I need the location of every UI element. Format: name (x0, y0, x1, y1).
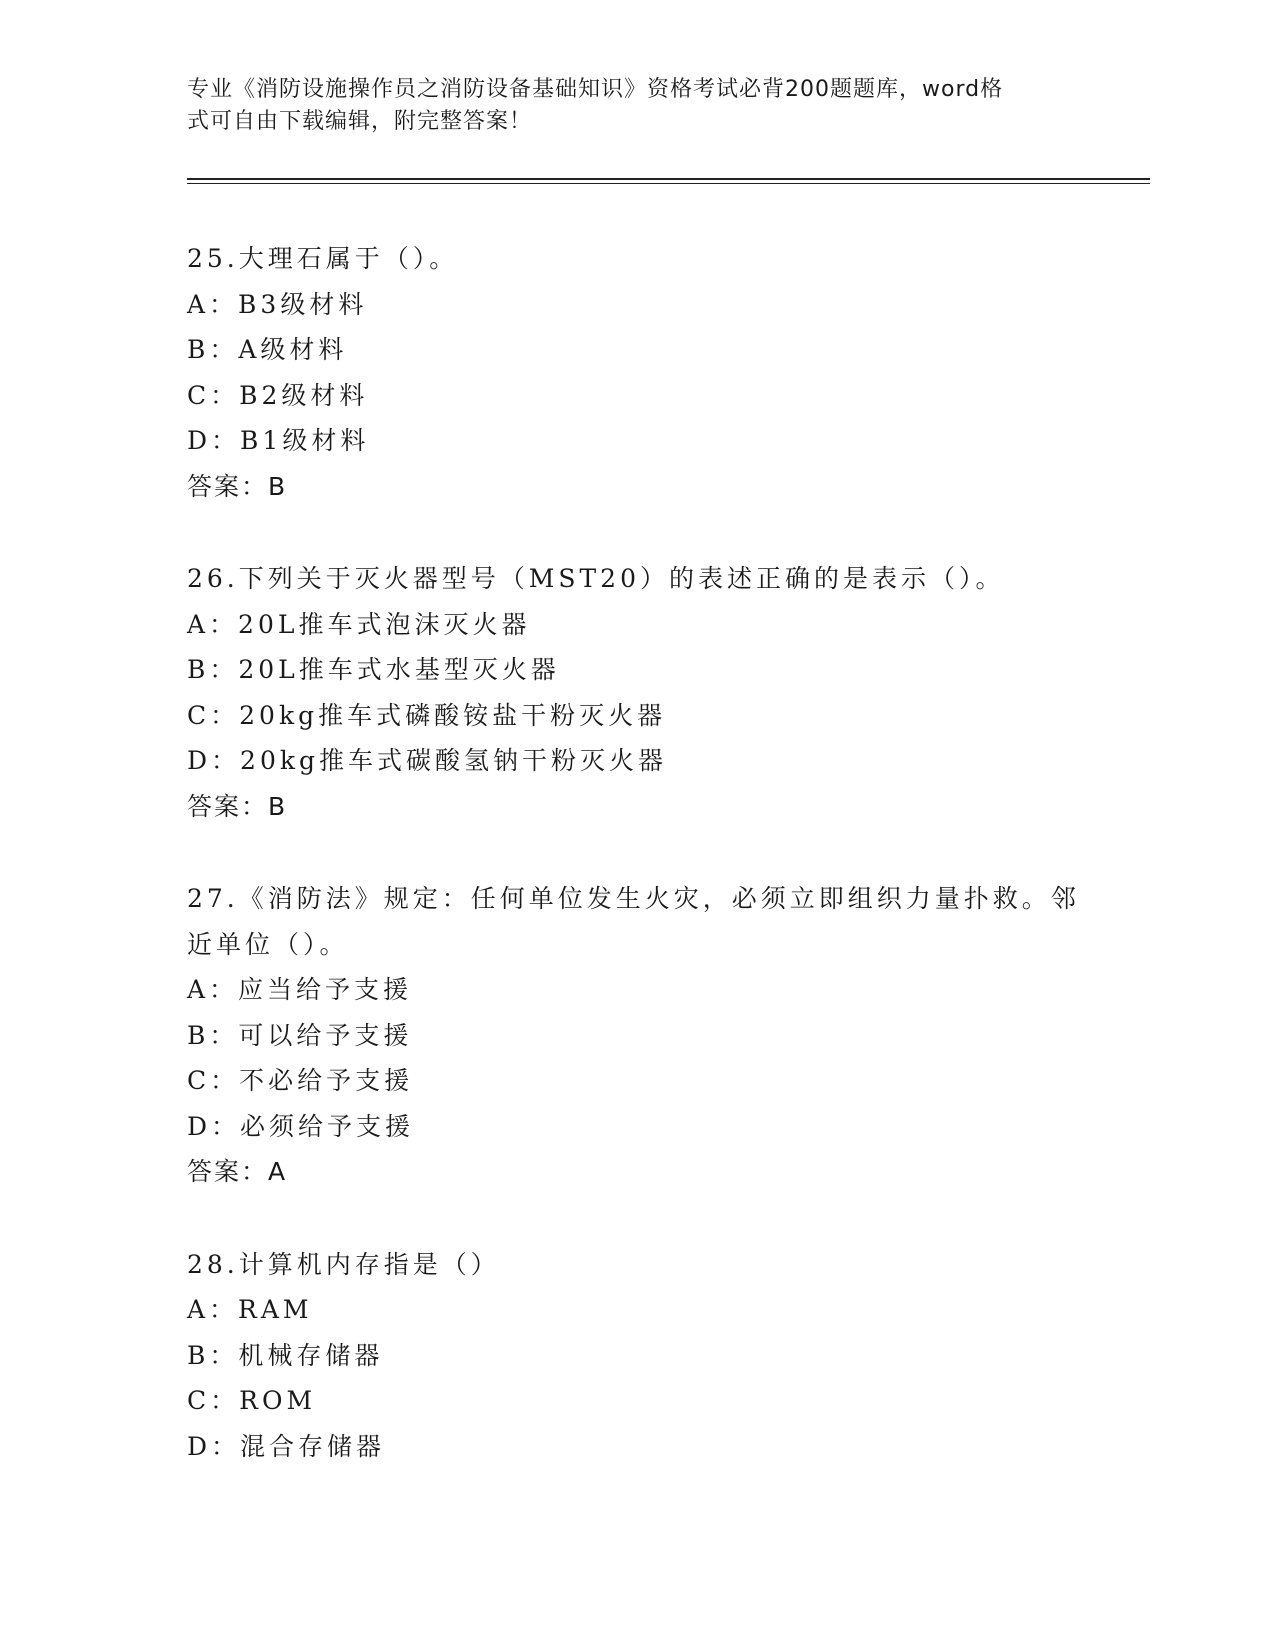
header-divider-bottom (187, 183, 1150, 184)
question-26 (187, 556, 1087, 829)
option-d: D：混合存储器 (187, 1431, 386, 1461)
question-stem: 26.下列关于灭火器型号（MST20）的表述正确的是表示（）。 (187, 564, 1005, 593)
option-b: B：可以给予支援 (187, 1020, 413, 1050)
question-28 (187, 1242, 1087, 1470)
question-25 (187, 236, 1087, 509)
option-d: D：20kg推车式碳酸氢钠干粉灭火器 (187, 746, 668, 775)
question-stem: 25.大理石属于（）。 (187, 244, 459, 273)
option-a: A：RAM (187, 1295, 313, 1324)
header-line-2: 式可自由下载编辑，附完整答案！ (187, 109, 533, 134)
option-b: B：机械存储器 (187, 1340, 384, 1370)
option-b: B：A级材料 (187, 335, 348, 364)
answer-label: 答案：A (187, 1157, 288, 1186)
answer-label: 答案：B (187, 471, 288, 501)
answer-label: 答案：B (187, 791, 288, 821)
question-27 (187, 876, 1087, 1195)
option-b: B：20L推车式水基型灭火器 (187, 655, 560, 684)
header-divider-top (187, 178, 1150, 180)
question-stem-line-2: 近单位（）。 (187, 929, 349, 959)
option-c: C：ROM (187, 1386, 317, 1415)
option-a: A：B3级材料 (187, 289, 368, 319)
option-c: C：20kg推车式磷酸铵盐干粉灭火器 (187, 700, 667, 730)
option-d: D：B1级材料 (187, 426, 370, 455)
option-c: C：不必给予支援 (187, 1066, 414, 1095)
option-a: A：20L推车式泡沫灭火器 (187, 609, 531, 639)
question-stem: 28.计算机内存指是（） (187, 1249, 500, 1279)
question-stem-line-1: 27.《消防法》规定：任何单位发生火灾，必须立即组织力量扑救。邻 (187, 884, 1080, 913)
option-d: D：必须给予支援 (187, 1111, 415, 1141)
header-line-1: 专业《消防设施操作员之消防设备基础知识》资格考试必背200题题库，word格 (187, 77, 1004, 102)
question-list (187, 236, 1087, 1516)
document-header (187, 74, 1067, 138)
option-c: C：B2级材料 (187, 380, 369, 410)
option-a: A：应当给予支援 (187, 975, 413, 1004)
